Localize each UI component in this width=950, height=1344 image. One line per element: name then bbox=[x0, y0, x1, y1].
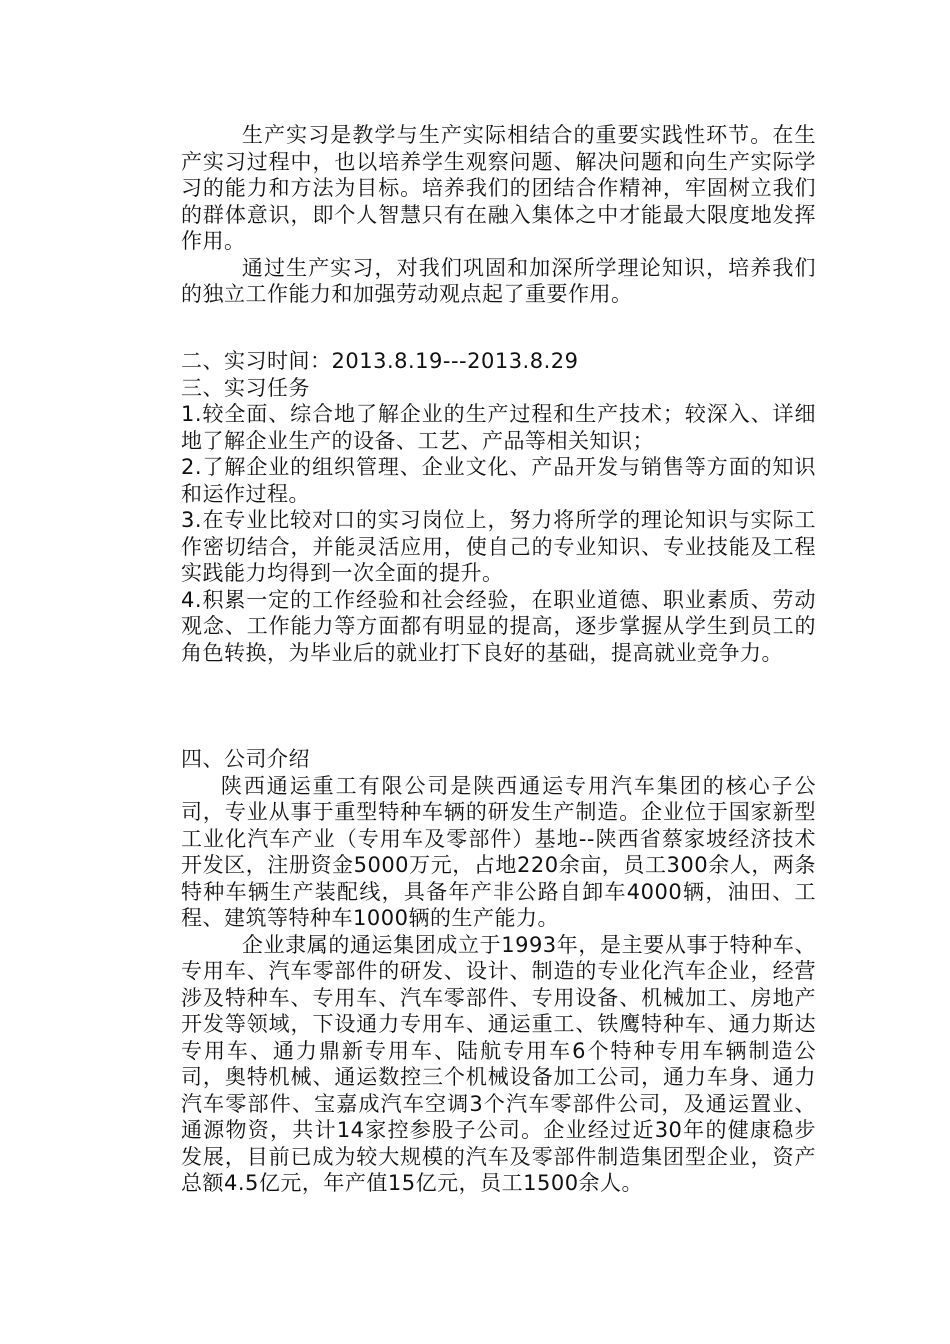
intro-section bbox=[181, 122, 816, 308]
schedule-section bbox=[181, 348, 816, 666]
task-item-1: 1.较全面、综合地了解企业的生产过程和生产技术；较深入、详细地了解企业生产的设备、工艺、产品等相关知识； bbox=[181, 402, 816, 453]
company-paragraph-2: 企业隶属的通运集团成立于1993年，是主要从事于特种车、专用车、汽车零部件的研发、设计、制造的专业化汽车企业，经营涉及特种车、专用车、汽车零部件、专用设备、机械加工、房地产开发等领域，下设通力专用车、通运重工、铁鹰特种车、通力斯达专用车、通力鼎新专用车、陆航专用车6个特种专用车辆制造公司，奥特机械、通运数控三个机械设备加工公司，通力车身、通力汽车零部件、宝嘉成汽车空调3个汽车零部件公司，及通运置业、通源物资，共计14家控参股子公司。企业经过近30年的健康稳步发展，目前已成为较大规模的汽车及零部件制造集团型企业，资产总额4.5亿元，年产值15亿元，员工1500余人。 bbox=[181, 932, 816, 1195]
internship-task-heading: 三、实习任务 bbox=[181, 375, 310, 400]
company-heading: 四、公司介绍 bbox=[181, 747, 310, 771]
task-item-4: 4.积累一定的工作经验和社会经验，在职业道德、职业素质、劳动观念、工作能力等方面都有明显的提高，逐步掌握从学生到员工的角色转换，为毕业后的就业打下良好的基础，提高就业竞争力。 bbox=[181, 587, 816, 665]
task-item-2: 2.了解企业的组织管理、企业文化、产品开发与销售等方面的知识和运作过程。 bbox=[181, 455, 816, 506]
company-section bbox=[181, 746, 816, 1197]
intro-paragraph-1: 生产实习是教学与生产实际相结合的重要实践性环节。在生产实习过程中，也以培养学生观察问题、解决问题和向生产实际学习的能力和方法为目标。培养我们的团结合作精神，牢固树立我们的群体意识，即个人智慧只有在融入集体之中才能最大限度地发挥作用。 bbox=[181, 123, 816, 253]
task-item-3: 3.在专业比较对口的实习岗位上，努力将所学的理论知识与实际工作密切结合，并能灵活应用，使自己的专业知识、专业技能及工程实践能力均得到一次全面的提升。 bbox=[181, 508, 816, 585]
internship-time-heading: 二、实习时间：2013.8.19---2013.8.29 bbox=[181, 349, 579, 373]
intro-paragraph-2: 通过生产实习，对我们巩固和加深所学理论知识，培养我们的独立工作能力和加强劳动观点起了重要作用。 bbox=[181, 255, 816, 306]
company-paragraph-1: 陕西通运重工有限公司是陕西通运专用汽车集团的核心子公司，专业从事于重型特种车辆的研发生产制造。企业位于国家新型工业化汽车产业（专用车及零部件）基地--陕西省蔡家坡经济技术开发区，注册资金5000万元，占地220余亩，员工300余人，两条特种车辆生产装配线，具备年产非公路自卸车4000辆，油田、工程、建筑等特种车1000辆的生产能力。 bbox=[181, 773, 816, 930]
